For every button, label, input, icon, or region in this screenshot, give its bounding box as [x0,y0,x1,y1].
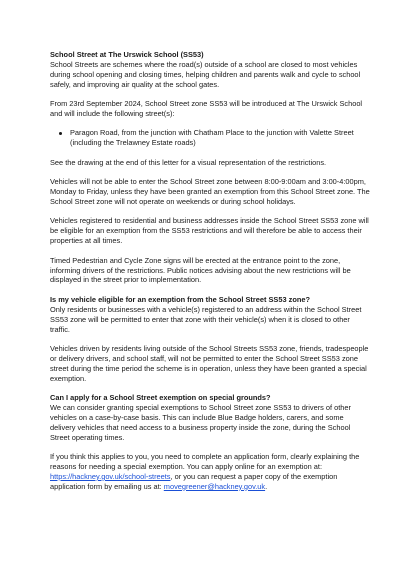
section-title-school-street: School Street at The Urswick School (SS53) [50,50,204,59]
letter-page [50,50,370,492]
special-paragraph-1: We can consider granting special exemptions to School Street zone SS53 to drivers of other vehicles on a case-by-case basis. This can include Blue Badge holders, carers, and some delivery vehicles that need access to a business property inside the zone, during the School Street operating times. [50,402,351,442]
bullet-icon [59,132,62,135]
intro-paragraph-2: From 23rd September 2024, School Street zone SS53 will be introduced at The Urswick School and will include the following street(s): [50,99,363,119]
special-paragraph-2-end: . [265,481,268,491]
special-paragraph-2 [50,452,370,492]
email-link[interactable]: movegreener@hackney.gov.uk [163,481,266,491]
intro-paragraph-3: See the drawing at the end of this letter for a visual representation of the restrictions. [50,157,327,167]
section-title-eligibility: Is my vehicle eligible for an exemption from the School Street SS53 zone? [50,294,310,304]
intro-paragraph-4: Vehicles will not be able to enter the School Street zone between 8:00-9:00am and 3:00-4:00pm, Monday to Friday, unless they have been granted an exemption from this School Street zone. The School Street zone will not operate on weekends or during school holidays. [50,177,370,206]
section-title-special-grounds: Can I apply for a School Street exemption on special grounds? [50,393,271,403]
intro-paragraph-1: School Streets are schemes where the road(s) outside of a school are closed to most vehicles during school opening and closing times, helping children and parents walk and cycle to school safely, and improving air quality at the school gates. [50,59,361,89]
school-streets-link[interactable]: https://hackney.gov.uk/school-streets [50,471,171,481]
intro-paragraph-5: Vehicles registered to residential and business addresses inside the School Street SS53 zone will be eligible for an exemption from the SS53 restrictions and will therefore be able to access their properties at all times. [50,216,369,246]
street-item-text: Paragon Road, from the junction with Chatham Place to the junction with Valette Street (including the Trelawney Estate roads) [70,128,354,148]
street-list [50,128,370,148]
eligibility-paragraph-1: Only residents or businesses with a vehicle(s) registered to an address within the School Street SS53 zone will be permitted to enter that zone with their vehicle(s) when it is closed to other traffic. [50,304,362,334]
list-item [50,128,370,148]
intro-paragraph-6: Timed Pedestrian and Cycle Zone signs will be erected at the entrance point to the zone, informing drivers of the restrictions. Public notices advising about the new restrictions will be displayed in the street prior to implementation. [50,255,351,285]
special-paragraph-2-start: If you think this applies to you, you need to complete an application form, clearly explaining the reasons for needing a special exemption. You can apply online for an exemption at: [50,452,360,471]
eligibility-paragraph-2: Vehicles driven by residents living outside of the School Streets SS53 zone, friends, tradespeople or delivery drivers, and school staff, will not be permitted to enter the School Street SS53 zone street during the time period the scheme is in operation, unless they have been granted a special exemption. [50,343,369,383]
special-paragraph-2-mid: , or you can request a paper copy of the exemption application form by emailing us at: [50,471,338,491]
